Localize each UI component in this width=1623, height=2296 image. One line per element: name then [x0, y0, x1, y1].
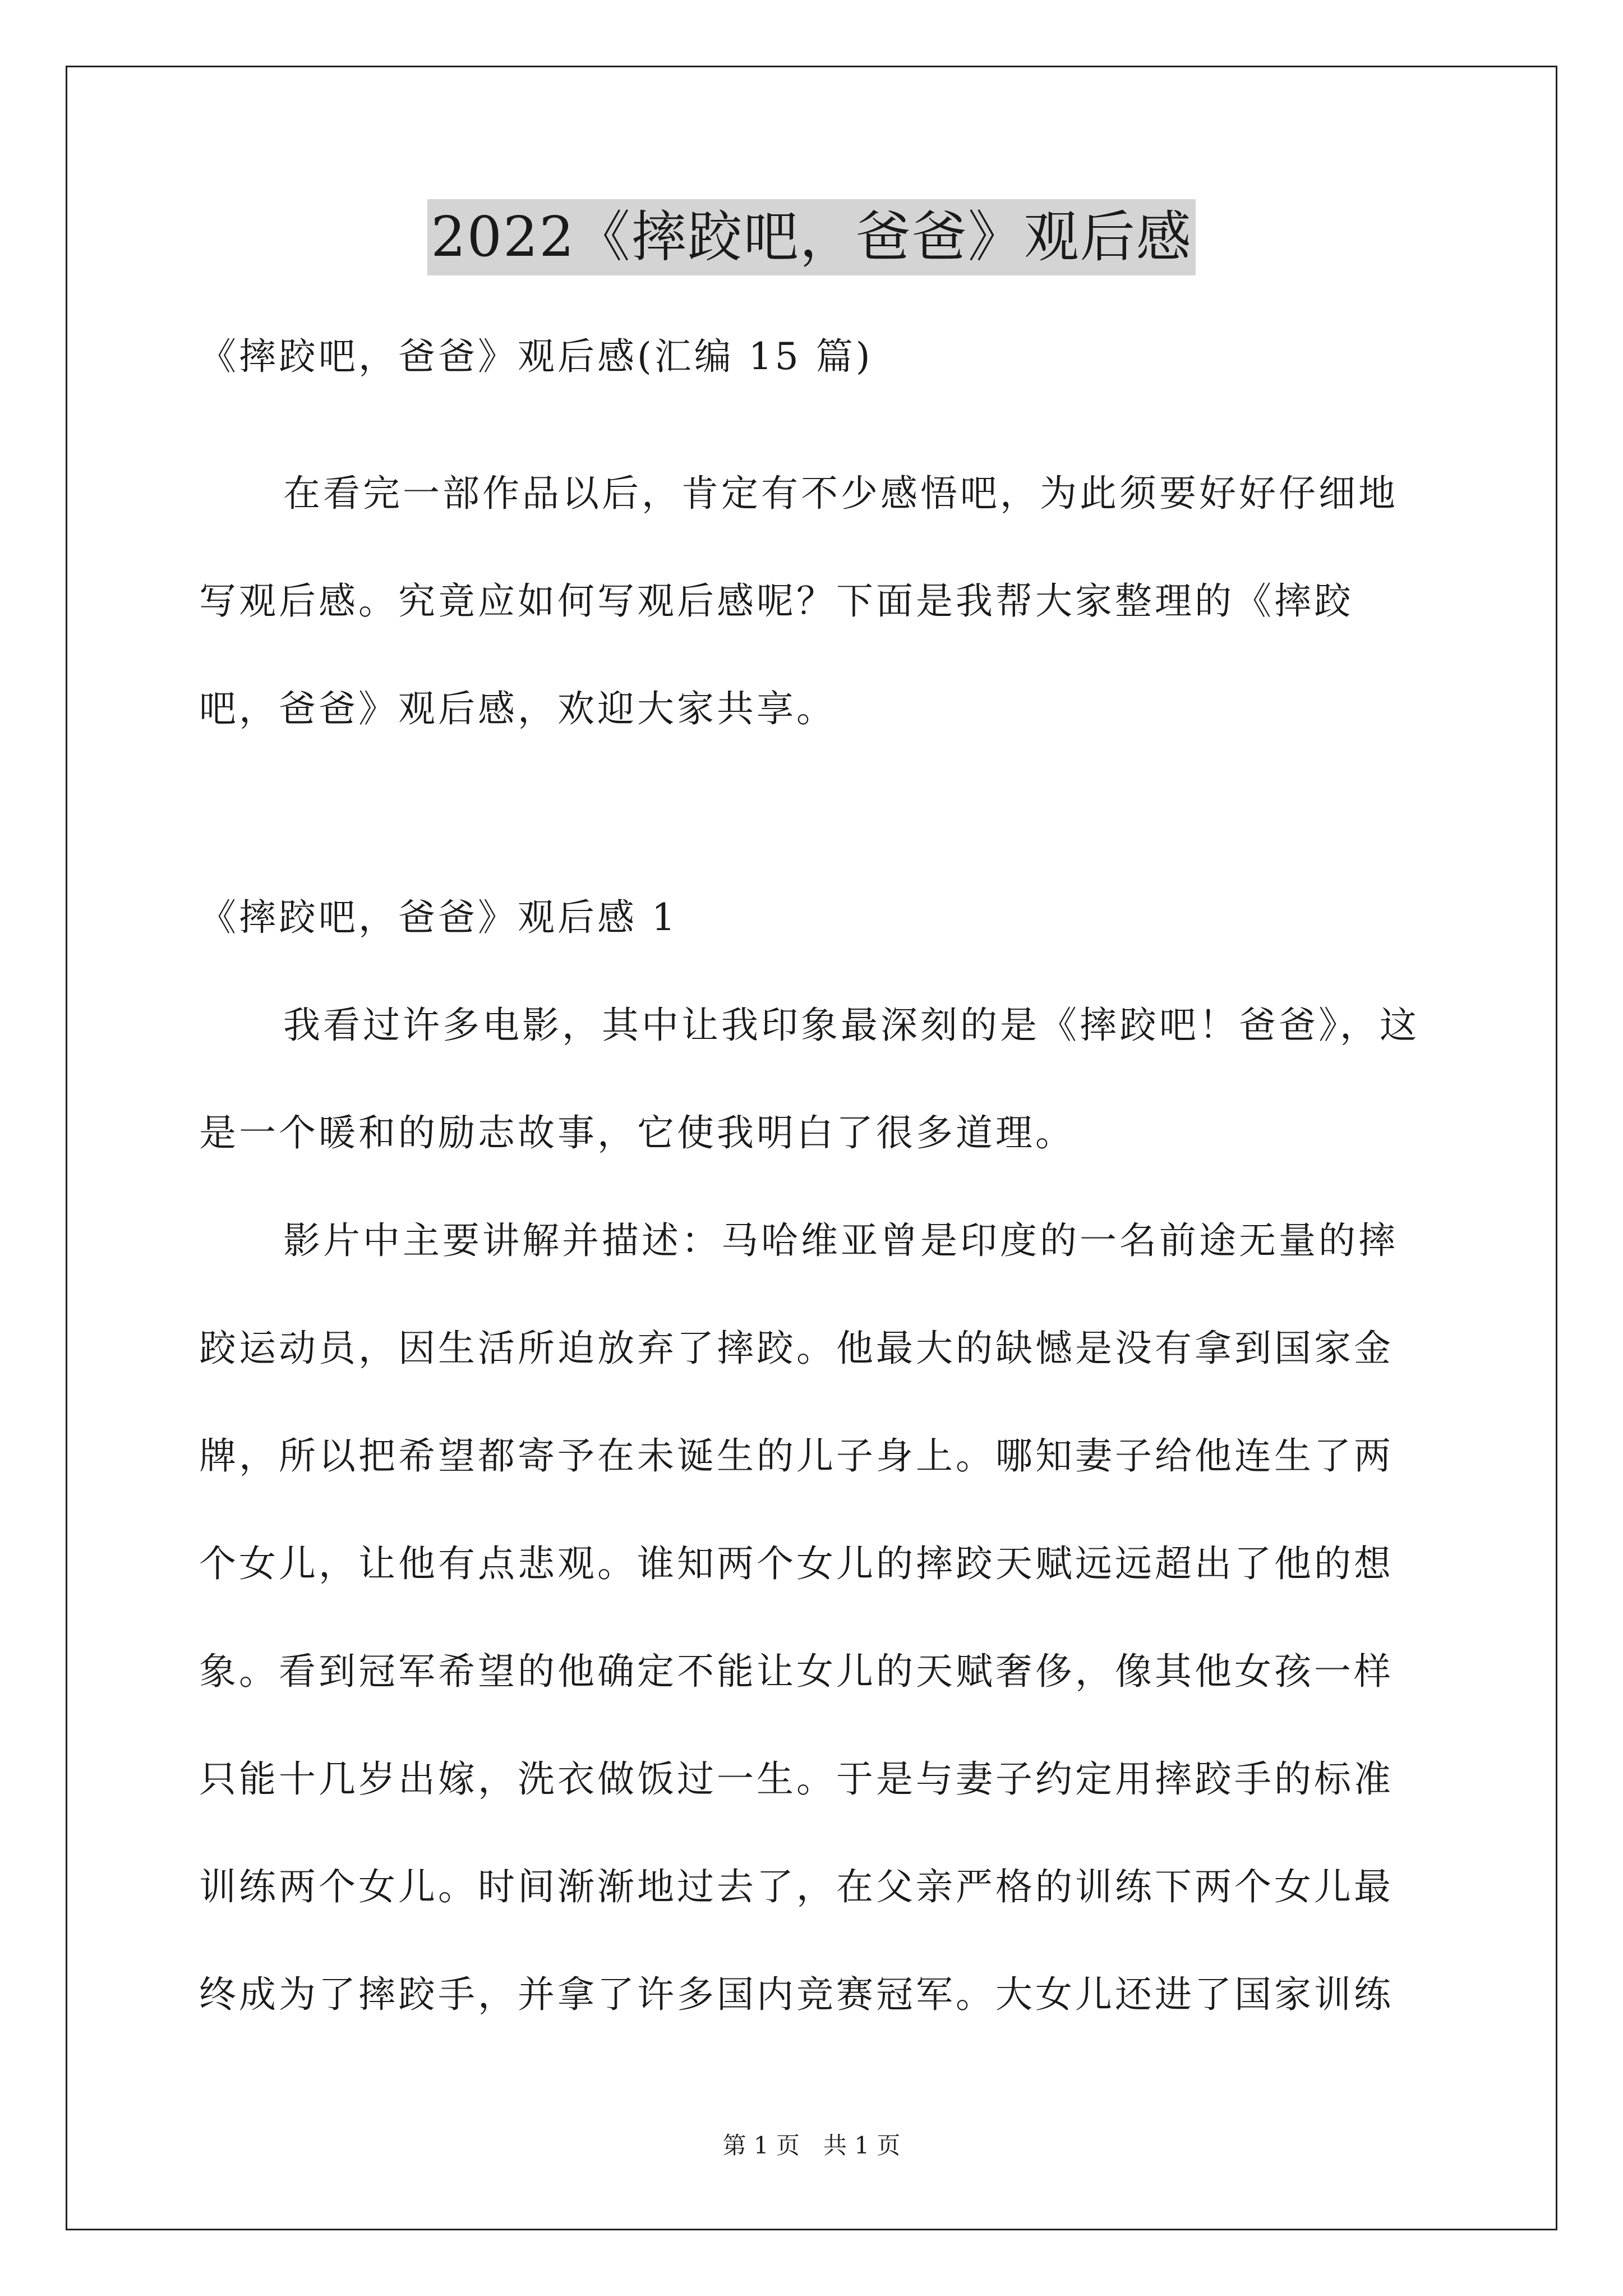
document-title: 2022《摔跤吧，爸爸》观后感	[427, 199, 1195, 275]
title-container	[0, 199, 1623, 275]
section-heading: 《摔跤吧，爸爸》观后感 1	[199, 896, 678, 939]
body-paragraph: 我看过许多电影，其中让我印象最深刻的是《摔跤吧！爸爸》，这是一个暖和的励志故事，它使我明白了很多道理。	[199, 1004, 1419, 1154]
document-subtitle: 《摔跤吧，爸爸》观后感(汇编 15 篇)	[199, 335, 873, 378]
page-footer: 第 1 页 共 1 页	[722, 2132, 901, 2159]
body-paragraph: 影片中主要讲解并描述：马哈维亚曾是印度的一名前途无量的摔跤运动员，因生活所迫放弃了摔跤。他最大的缺憾是没有拿到国家金牌，所以把希望都寄予在未诞生的儿子身上。哪知妻子给他连生了两个女儿，让他有点悲观。谁知两个女儿的摔跤天赋远远超出了他的想象。看到冠军希望的他确定不能让女儿的天赋奢侈，像其他女孩一样只能十几岁出嫁，洗衣做饭过一生。于是与妻子约定用摔跤手的标准训练两个女儿。时间渐渐地过去了，在父亲严格的训练下两个女儿最终成为了摔跤手，并拿了许多国内竞赛冠军。大女儿还进了国家训练	[199, 1219, 1398, 2016]
document-body	[199, 303, 1427, 2049]
section-spacer	[199, 763, 1427, 864]
intro-paragraph: 在看完一部作品以后，肯定有不少感悟吧，为此须要好好仔细地写观后感。究竟应如何写观后感呢？下面是我帮大家整理的《摔跤吧，爸爸》观后感，欢迎大家共享。	[199, 472, 1398, 730]
